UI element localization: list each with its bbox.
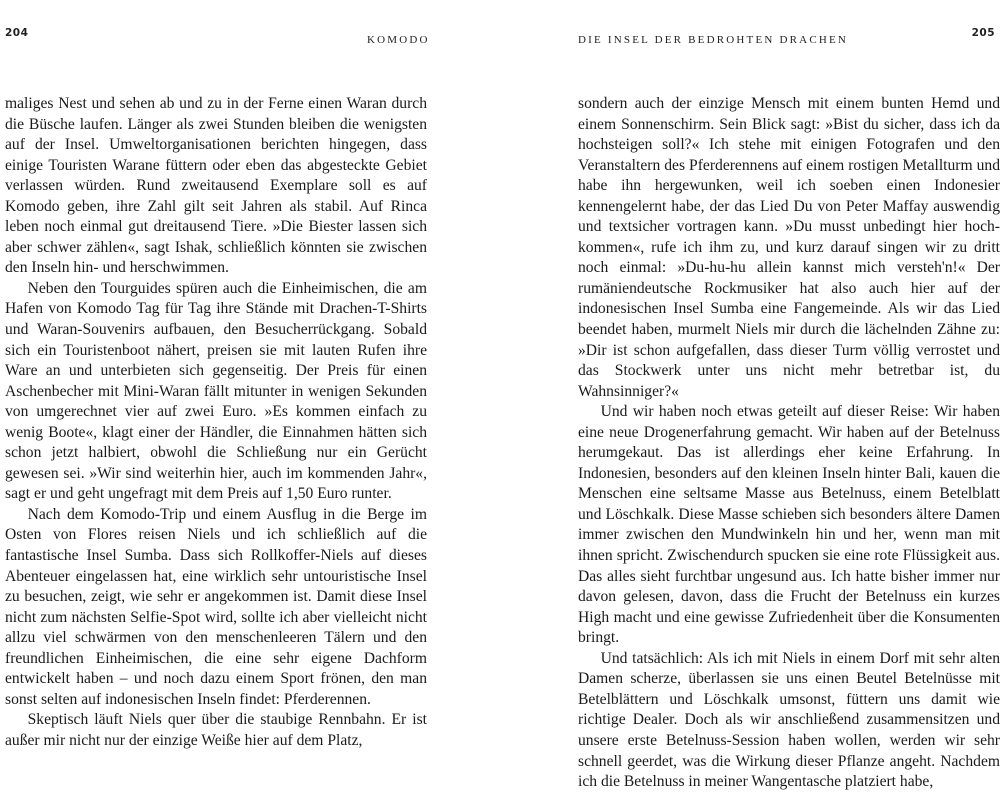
paragraph: maliges Nest und sehen ab und zu in der Ferne einen Waran durch die Büsche laufen. Länger als zwei Stunden bleiben die wenigsten auf der Insel. Umweltorganisationen berichten hingegen, dass einige Touristen Warane füttern oder eben das abgesteckte Gebiet verlassen würden. Rund zweitausend Exemplare soll es auf Komodo geben, ihre Zahl gilt seit Jahren als stabil. Auf Rinca leben noch einmal gut dreitausend Tiere. »Die Biester lassen sich aber schwer zählen«, sagt Ishak, schließlich könnten sie zwischen den Inseln hin- und herschwimmen. [5,95,427,277]
running-head: KOMODO [367,34,430,46]
paragraph: Neben den Tourguides spüren auch die Einheimischen, die am Hafen von Komodo Tag für Tag ihre Stände mit Drachen-T-Shirts und Waran-Souvenirs aufbauen, den Besucherrückgang. Sobald sich ein Touristenboot nähert, preisen sie mit lauten Rufen ihre Ware an und unterbieten sich gegenseitig. Der Preis für einen Aschenbecher mit Mini-Waran fällt mitunter in wenigen Sekunden von umgerechnet vier auf zwei Euro. »Es kommen einfach zu wenig Boote«, klagt einer der Händler, die Einnahmen hätten sich schon jetzt halbiert, obwohl die Schließung nur ein Gerücht gewesen sei. »Wir sind weiterhin hier, auch im kommenden Jahr«, sagt er und geht ungefragt mit dem Preis auf 1,50 Euro runter. [5,279,427,503]
paragraph: Skeptisch läuft Niels quer über die staubige Rennbahn. Er ist außer mir nicht nur der einzige Weiße hier auf dem Platz, [5,711,427,749]
paragraph: sondern auch der einzige Mensch mit einem bunten Hemd und einem Sonnenschirm. Sein Blick sagt: »Bist du sicher, dass ich da hochsteigen soll?« Ich stehe mit einigen Fotografen und den Veranstaltern des Pferderennens auf einem rostigen Metallturm und habe ihn hergewunken, weil ich soeben einen Indonesier kennengelernt habe, der das Lied Du von Peter Maffay auswendig und textsicher vortragen kann. »Du musst unbedingt hier hochkommen«, rufe ich ihm zu, und kurz darauf singen wir zu dritt noch einmal: »Du-hu-hu allein kannst mich versteh'n!« Der rumäniendeutsche Rockmusiker hat also auch hier auf der indonesischen Insel Sumba eine Fangemeinde. Als wir das Lied beendet haben, murmelt Niels mir durch die lächelnden Zähne zu: »Dir ist schon aufgefallen, dass dieser Turm völlig verrostet und das Stockwerk unter uns nicht mehr betretbar ist, du Wahnsinniger?« [578,95,1000,400]
paragraph: Und tatsächlich: Als ich mit Niels in einem Dorf mit sehr alten Damen scherze, überlassen sie uns einen Beutel Betelnüsse mit Betelblättern und Löschkalk umsonst, füttern uns damit wie richtige Dealer. Doch als wir anschließend zusammensitzen und unsere erste Betelnuss-Session haben wollen, werden wir sehr schnell geerdet, was die Wirkung dieser Pflanze angeht. Nachdem ich die Betelnuss in meiner Wangentasche platziert habe, [578,649,1000,791]
page-number: 205 [971,27,995,39]
right-page [500,0,1000,800]
paragraph: Und wir haben noch etwas geteilt auf dieser Reise: Wir haben eine neue Drogenerfahrung gemacht. Wir haben auf der Betelnuss herumgekaut. Das ist allerdings eher keine Erfahrung. In Indonesien, besonders auf den kleinen Inseln hinter Bali, kauen die Menschen eine seltsame Masse aus Betelnuss, einem Betelblatt und Löschkalk. Diese Masse schieben sich besonders ältere Damen immer zwischen den Mundwinkeln hin und her, wenn man mit ihnen spricht. Zwischendurch spucken sie eine rote Flüssigkeit aus. Das alles sieht furchtbar ungesund aus. Ich hatte bisher immer nur davon gelesen, davon, dass die Frucht der Betelnuss ein kurzes High macht und eine gewisse Zufriedenheit über die Konsumenten bringt. [578,403,1000,647]
body-text [578,94,1000,793]
paragraph: Nach dem Komodo-Trip und einem Ausflug in die Berge im Osten von Flores reisen Niels und ich schließlich auf die fantastische Insel Sumba. Dass sich Rollkoffer-Niels auf dieses Abenteuer eingelassen hat, eine wirklich sehr untouristische Insel zu besuchen, zeigt, wie sehr er angekommen ist. Damit diese Insel nicht zum nächsten Selfie-Spot wird, sollte ich aber vielleicht nicht allzu viel schwärmen von den menschenleeren Tälern und den freundlichen Einheimischen, die eine sehr eigene Dachform entwickelt haben – und noch dazu einem Sport frönen, den man sonst selten auf indonesischen Inseln findet: Pferderennen. [5,505,427,708]
running-head: DIE INSEL DER BEDROHTEN DRACHEN [578,34,849,46]
body-text [5,94,427,752]
page-number: 204 [5,27,29,39]
